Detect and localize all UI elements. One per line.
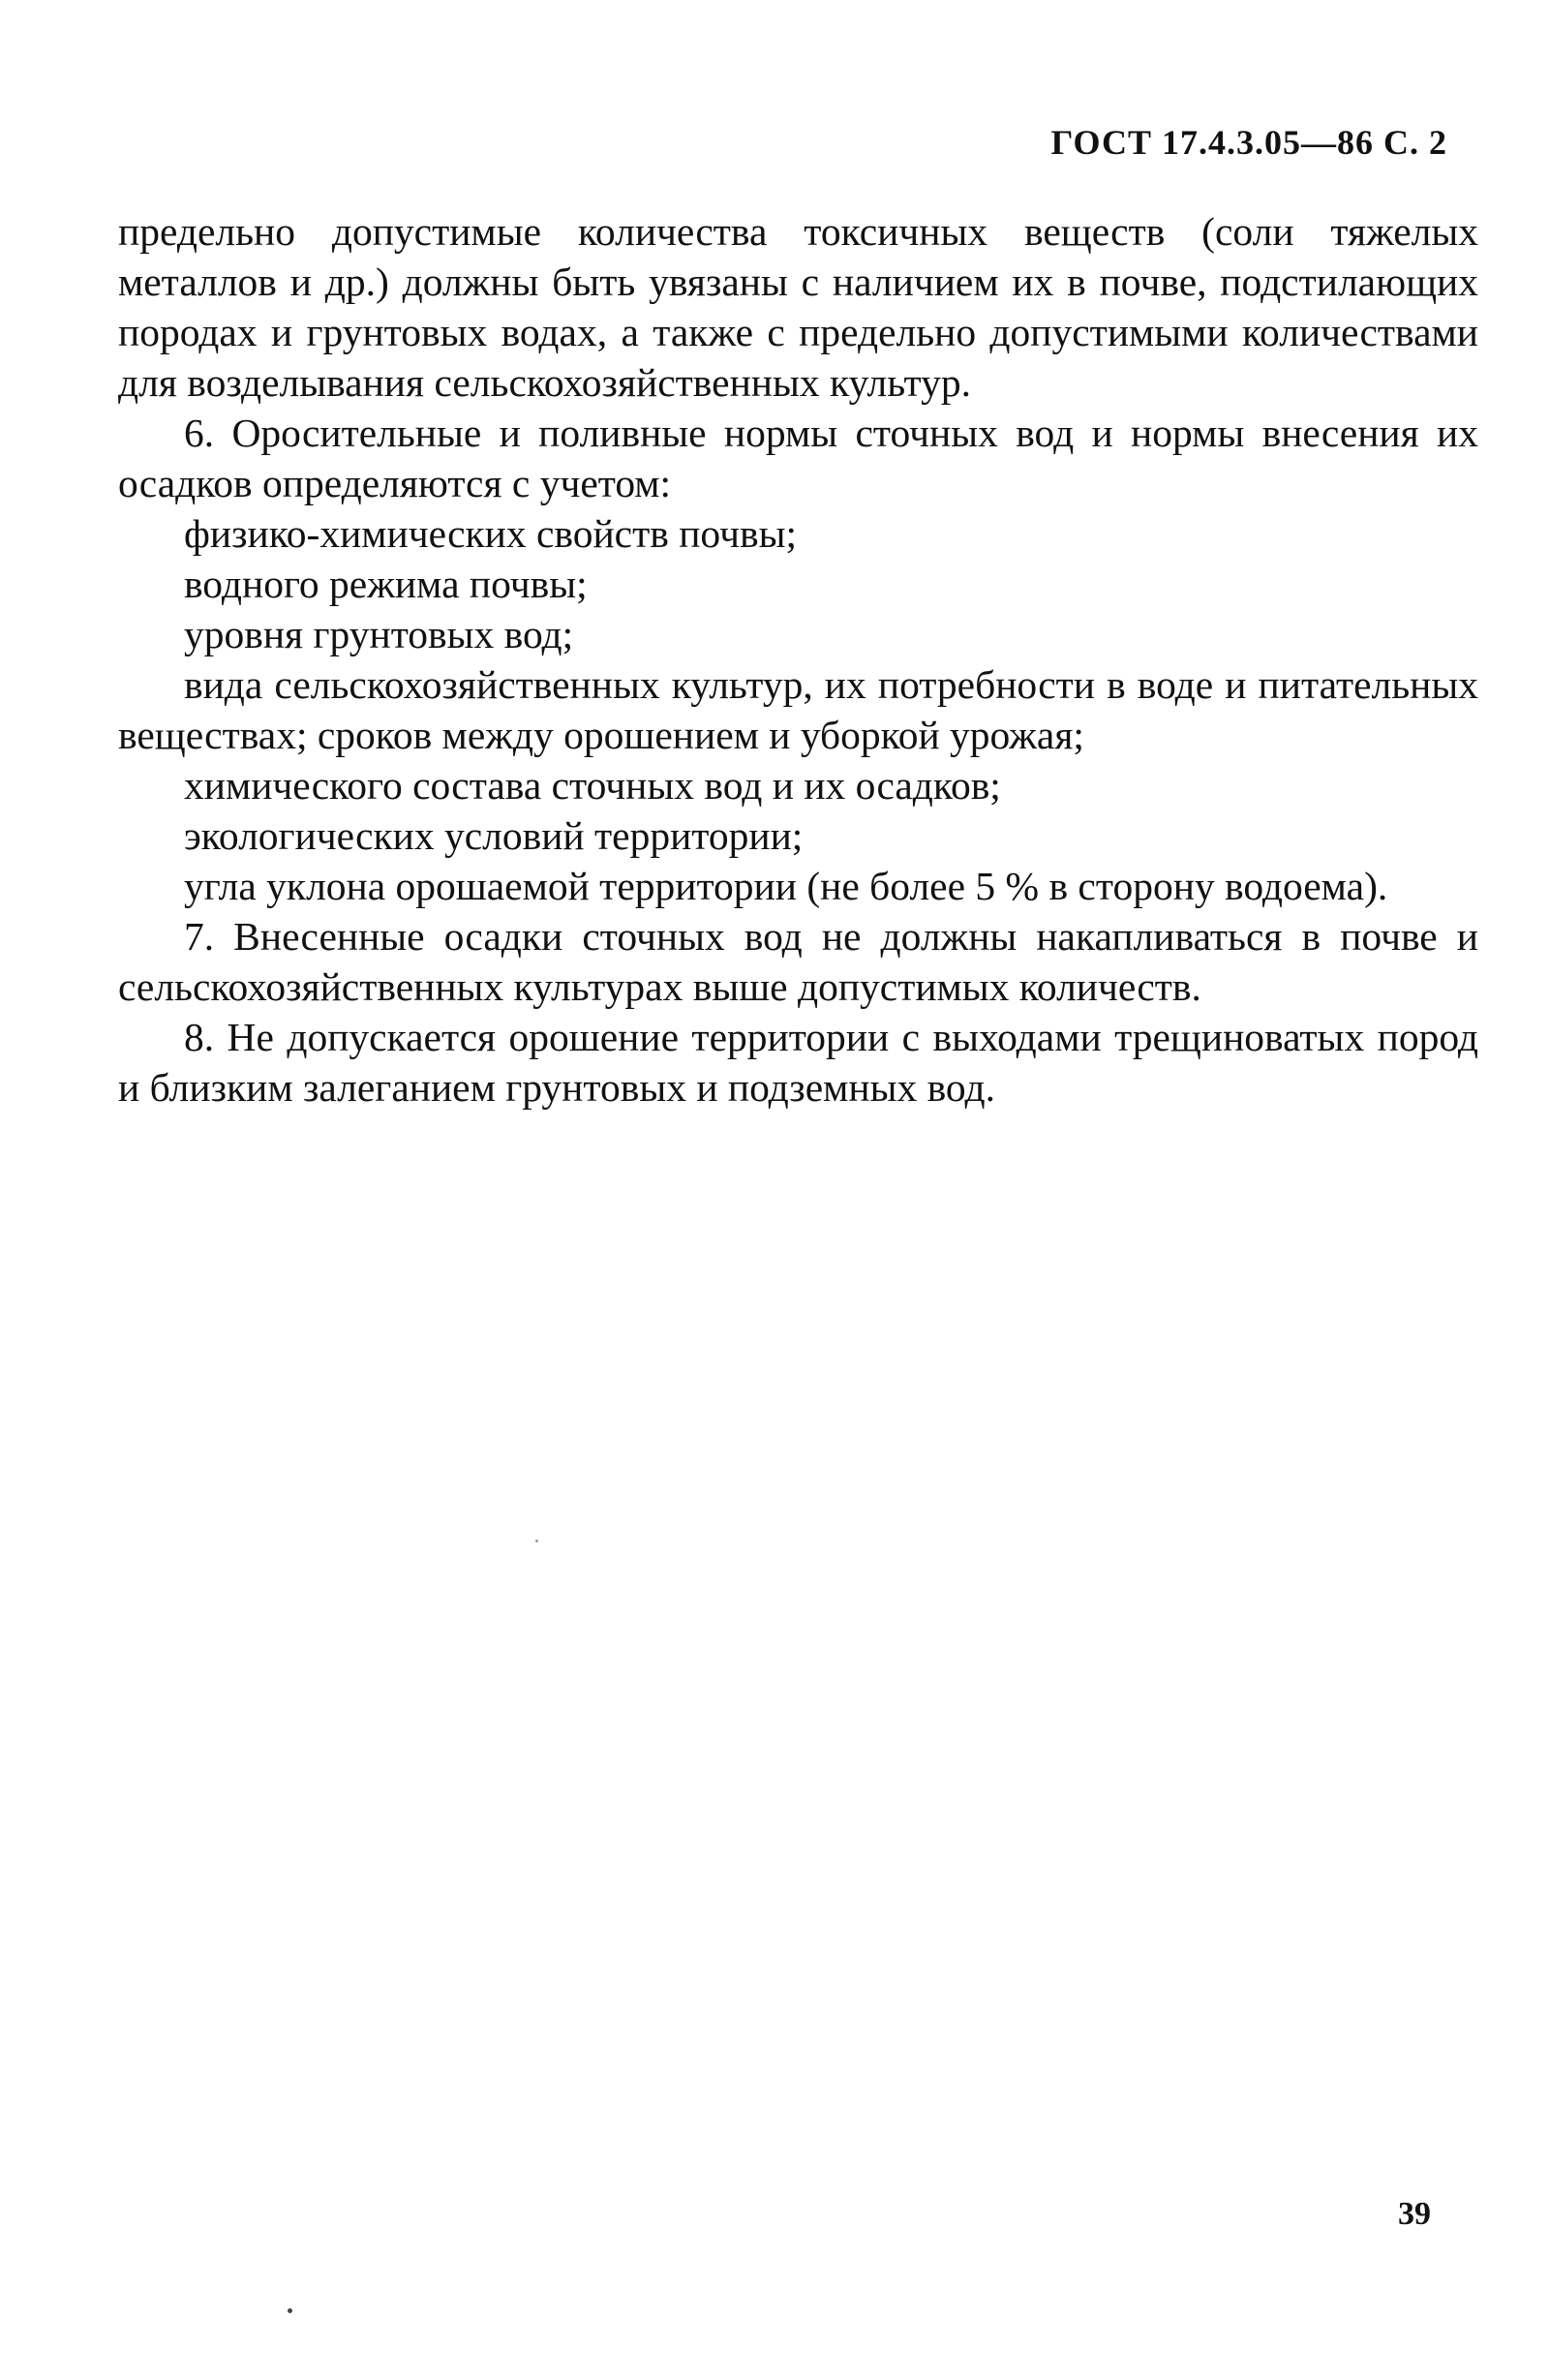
paragraph-continuation: предельно допустимые количества токсичных веществ (соли тяжелых металлов и др.) должны быть увязаны с наличием их в почве, подстилающих породах и грунтовых водах, а также с предельно допустимыми количествами для возделывания сельскохозяйственных культур. xyxy=(118,209,1478,405)
scan-speck xyxy=(535,1540,538,1542)
list-item-slope-angle: угла уклона орошаемой территории (не более 5 % в сторону водоема). xyxy=(184,864,1388,908)
paragraph-item-7: 7. Внесенные осадки сточных вод не должны накапливаться в почве и сельскохозяйственных культурах выше допустимых количеств. xyxy=(118,914,1478,1009)
scan-speck xyxy=(288,2308,292,2313)
list-item-crop-type: вида сельскохозяйственных культур, их потребности в воде и питательных веществах; сроков между орошением и уборкой урожая; xyxy=(118,662,1478,757)
paragraph-item-8: 8. Не допускается орошение территории с выходами трещиноватых пород и близким залеганием грунтовых и подземных вод. xyxy=(118,1015,1478,1110)
list-item-ecological-conditions: экологических условий территории; xyxy=(184,813,804,858)
page-number: 39 xyxy=(1398,2196,1431,2232)
list-item-chemical-composition: химического состава сточных вод и их осадков; xyxy=(184,763,1001,808)
body-text xyxy=(118,206,1478,1113)
running-header: ГОСТ 17.4.3.05—86 С. 2 xyxy=(1050,123,1447,162)
list-item-groundwater-level: уровня грунтовых вод; xyxy=(184,612,574,656)
list-item-soil-properties: физико-химических свойств почвы; xyxy=(184,511,797,556)
list-item-water-regime: водного режима почвы; xyxy=(184,562,588,606)
paragraph-item-6: 6. Оросительные и поливные нормы сточных вод и нормы внесения их осадков определяются с учетом: xyxy=(118,411,1478,505)
